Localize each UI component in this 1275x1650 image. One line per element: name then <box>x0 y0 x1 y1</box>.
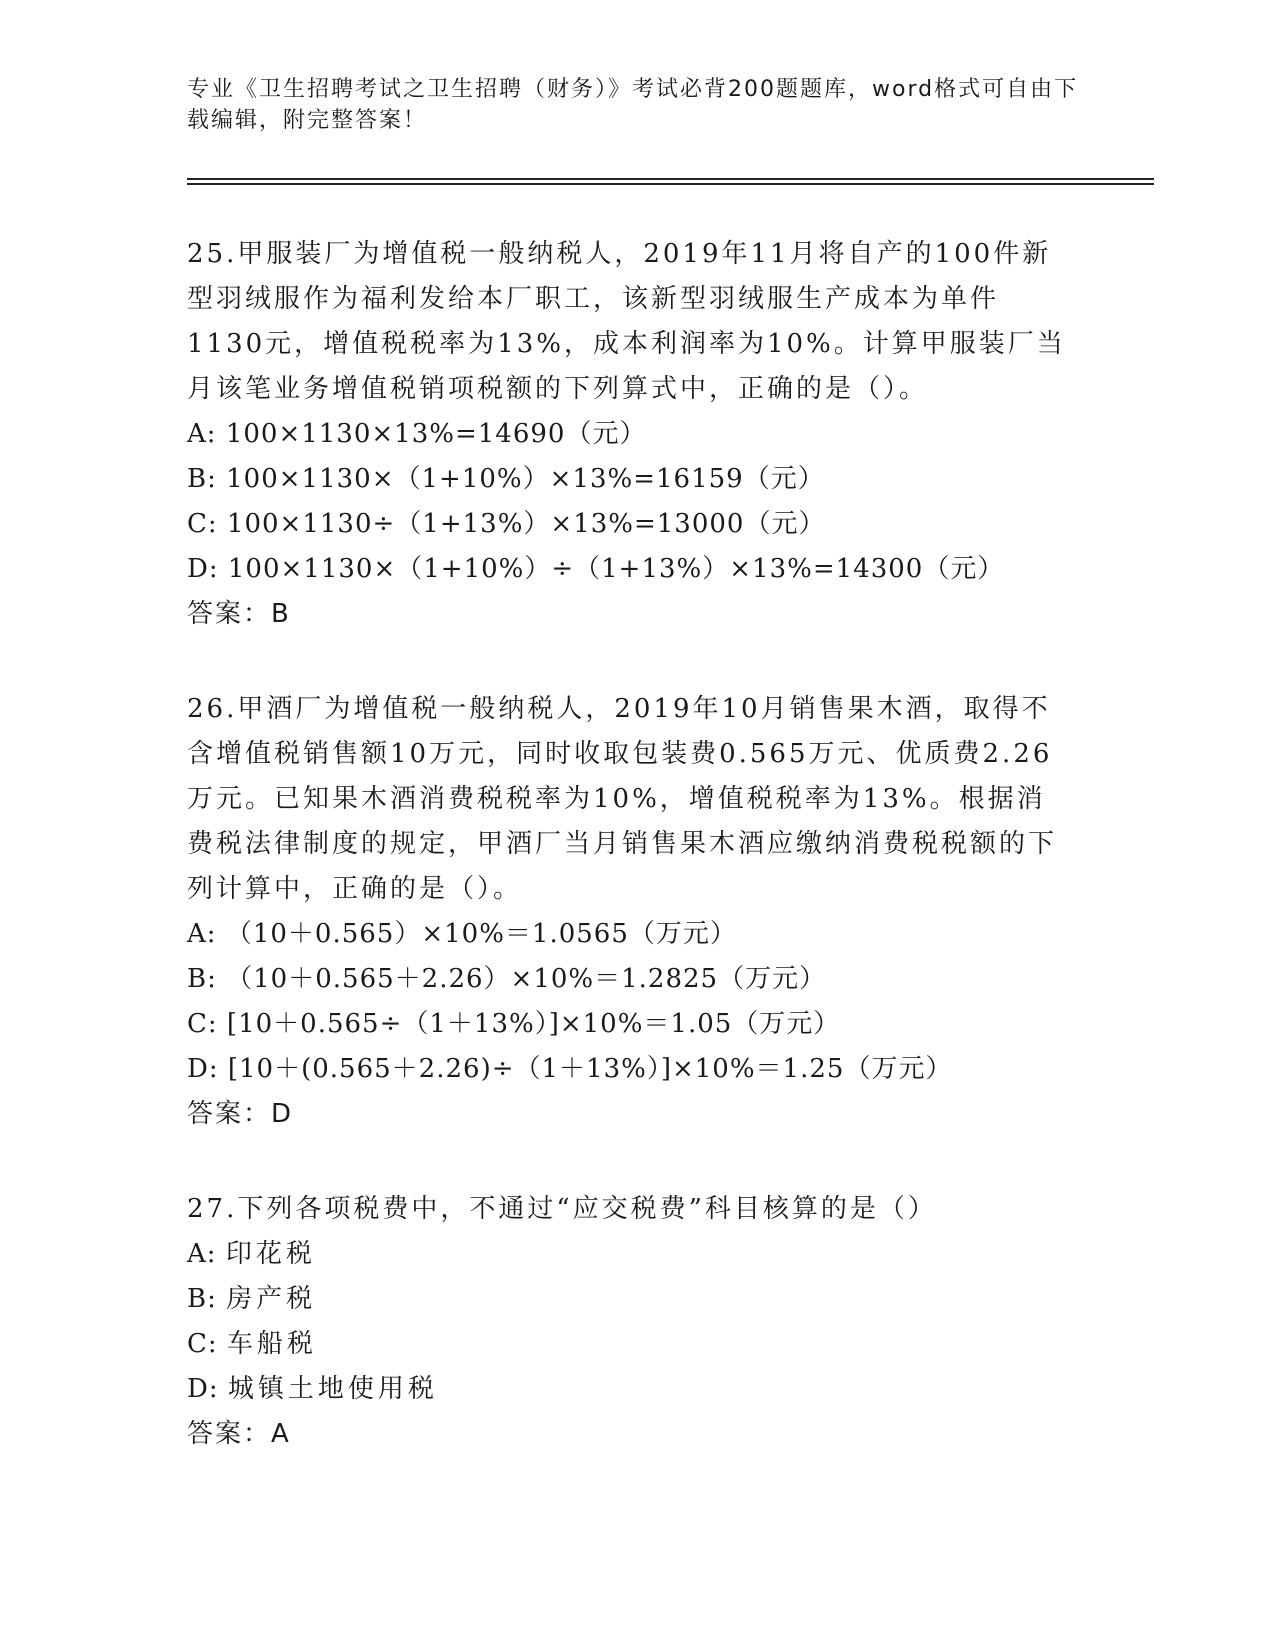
option-label: A: <box>187 919 217 949</box>
option-text: [10＋0.565÷（1＋13%）]×10%＝1.05（万元） <box>226 1009 841 1039</box>
question-25 <box>187 232 1067 637</box>
question-stem: 27.下列各项税费中，不通过“应交税费”科目核算的是（） <box>187 1194 937 1224</box>
option-d <box>187 1367 1067 1412</box>
option-text: [10＋(0.565＋2.26)÷（1＋13%）]×10%＝1.25（万元） <box>227 1054 953 1084</box>
header-divider-top <box>187 178 1154 180</box>
option-text: 100×1130×13%=14690（元） <box>225 419 647 449</box>
option-label: C: <box>187 509 218 539</box>
answer-text: 答案：A <box>187 1419 291 1449</box>
option-a <box>187 1232 1067 1277</box>
option-text: 100×1130×（1+10%）×13%=16159（元） <box>226 464 825 494</box>
option-label: D: <box>187 1374 219 1404</box>
option-c <box>187 1322 1067 1367</box>
option-label: D: <box>187 554 219 584</box>
option-label: B: <box>187 464 217 494</box>
question-stem: 25.甲服装厂为增值税一般纳税人，2019年11月将自产的100件新型羽绒服作为福利发给本厂职工，该新型羽绒服生产成本为单件1130元，增值税税率为13%，成本利润率为10%。计算甲服装厂当月该笔业务增值税销项税额的下列算式中，正确的是（）。 <box>187 239 1066 404</box>
header-divider-bottom <box>187 183 1154 185</box>
option-text: （10＋0.565）×10%＝1.0565（万元） <box>225 919 737 949</box>
option-text: 车船税 <box>226 1329 317 1359</box>
answer-text: 答案：D <box>187 1099 294 1129</box>
question-stem: 26.甲酒厂为增值税一般纳税人，2019年10月销售果木酒，取得不含增值税销售额10万元，同时收取包装费0.565万元、优质费2.26万元。已知果木酒消费税税率为10%，增值税税率为13%。根据消费税法律制度的规定，甲酒厂当月销售果木酒应缴纳消费税税额的下列计算中，正确的是（）。 <box>187 694 1058 904</box>
answer-text: 答案：B <box>187 599 291 629</box>
option-b <box>187 957 1067 1002</box>
option-d <box>187 547 1067 592</box>
option-c <box>187 502 1067 547</box>
option-text: 100×1130×（1+10%）÷（1+13%）×13%=14300（元） <box>227 554 1005 584</box>
option-c <box>187 1002 1067 1047</box>
option-label: C: <box>187 1009 218 1039</box>
document-header: 专业《卫生招聘考试之卫生招聘（财务）》考试必背200题题库，word格式可自由下载编辑，附完整答案！ <box>187 77 1079 133</box>
option-label: C: <box>187 1329 218 1359</box>
option-label: A: <box>187 1239 217 1269</box>
option-text: 印花税 <box>225 1239 316 1269</box>
option-label: B: <box>187 1284 217 1314</box>
question-27 <box>187 1187 1067 1457</box>
option-text: 100×1130÷（1+13%）×13%=13000（元） <box>226 509 826 539</box>
option-label: D: <box>187 1054 219 1084</box>
option-a <box>187 412 1067 457</box>
option-label: B: <box>187 964 217 994</box>
question-26 <box>187 687 1067 1137</box>
option-text: 城镇土地使用税 <box>227 1374 438 1404</box>
option-d <box>187 1047 1067 1092</box>
option-text: （10＋0.565＋2.26）×10%＝1.2825（万元） <box>226 964 827 994</box>
option-text: 房产税 <box>226 1284 317 1314</box>
option-a <box>187 912 1067 957</box>
option-label: A: <box>187 419 217 449</box>
option-b <box>187 457 1067 502</box>
option-b <box>187 1277 1067 1322</box>
